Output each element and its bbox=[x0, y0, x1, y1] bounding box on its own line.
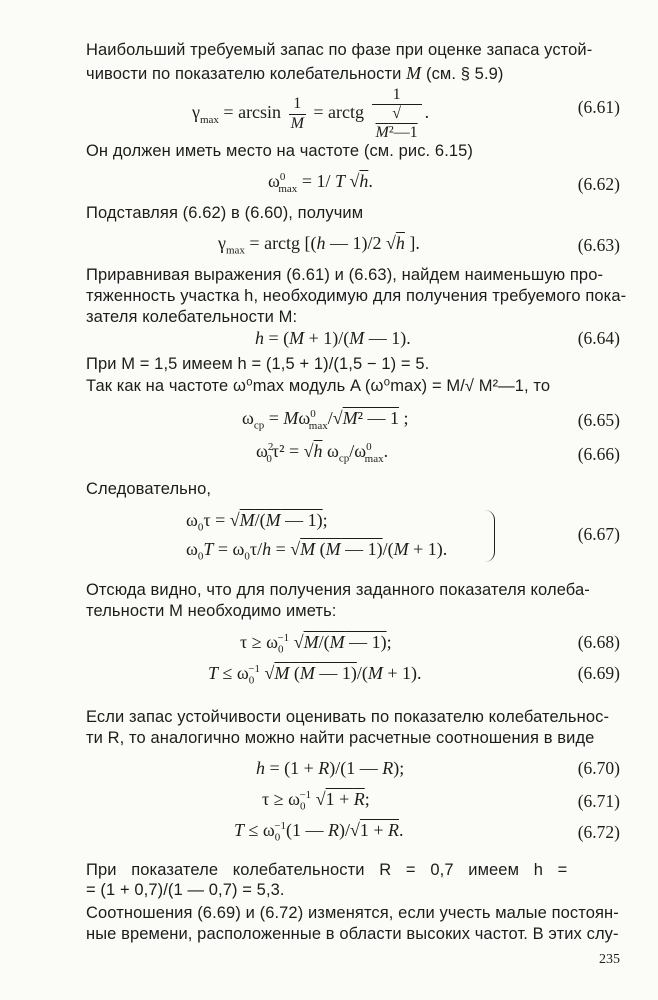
text-line bbox=[86, 601, 336, 622]
text-line: Соотношения (6.69) и (6.72) изменятся, если учесть малые постоян- bbox=[86, 904, 619, 922]
equation-number: (6.70) bbox=[577, 758, 620, 778]
text-line: ти R, то аналогично можно найти расчетные соотношения в виде bbox=[86, 729, 595, 747]
equation-number: (6.71) bbox=[577, 791, 620, 811]
text-line: Если запас устойчивости оценивать по показателю колебательнос- bbox=[86, 708, 610, 726]
equation-number: (6.61) bbox=[577, 97, 620, 117]
equation-number: (6.62) bbox=[577, 174, 620, 194]
equation-number: (6.63) bbox=[577, 235, 620, 255]
text-span: (см. § 5.9) bbox=[425, 65, 504, 83]
equation-6-61: $\gamma_{max} = \arcsin$ $\frac{1}{M}$ = arctg 1 √ M²—1 . bbox=[192, 86, 430, 141]
page-number: 235 bbox=[599, 952, 620, 967]
equation-number: (6.65) bbox=[577, 410, 620, 430]
equation-6-62: $\omega^0_{max} = 1/$ T √h. bbox=[268, 171, 373, 195]
equation-number: (6.66) bbox=[577, 444, 620, 464]
equation-6-63: $\gamma_{max}$ = arctg [(h — 1)/2 √h ]. bbox=[218, 233, 420, 257]
text-line: Следовательно, bbox=[86, 480, 212, 498]
equation-6-65: $\omega_{ср} = M\omega^0_{max}/√M^2$ — 1 ; bbox=[242, 408, 409, 432]
equation-number: (6.64) bbox=[577, 328, 620, 348]
right-brace bbox=[484, 510, 495, 562]
text-line: Отсюда видно, что для получения заданного показателя колеба- bbox=[86, 581, 590, 599]
text-line: ные времени, расположенные в области высоких частот. В этих слу- bbox=[86, 925, 619, 943]
text-line: При M = 1,5 имеем h = (1,5 + 1)/(1,5 − 1) = 5. bbox=[86, 355, 430, 373]
equation-6-66: $\omega^2_0\tau^2 = √h$ $\omega_{ср}/\omega^0_{max}$. bbox=[256, 441, 389, 465]
text-line: Наибольший требуемый запас по фазе при оценке запаса устой- bbox=[86, 41, 593, 59]
equation-6-72: $T \le \omega_0^{-1}(1$ — R)/√1 + R. bbox=[234, 820, 404, 844]
text-line: Приравнивая выражения (6.61) и (6.63), найдем наименьшую про- bbox=[86, 266, 604, 284]
equation-6-67b: $\omega_0T = \omega_0\tau/h = √M$ (M — 1)/(M + 1). bbox=[186, 539, 448, 563]
text-span: чивости по показателю колебательности bbox=[86, 65, 402, 83]
text-line: Подставляя (6.62) в (6.60), получим bbox=[86, 204, 364, 222]
text-span: тельности M необходимо иметь: bbox=[86, 602, 337, 620]
text-line: чивости по показателю колебательности M (см. § 5.9) bbox=[86, 63, 504, 83]
text-line: = (1 + 0,7)/(1 — 0,7) = 5,3. bbox=[86, 881, 285, 899]
equation-6-69: $T \le \omega_0^{-1}$ √M (M — 1)/(M + 1). bbox=[208, 663, 422, 687]
equation-6-64: h = (M + 1)/(M — 1). bbox=[255, 328, 411, 348]
text-line: зателя колебательности M: bbox=[86, 308, 298, 326]
equation-6-68: $\tau \ge \omega_0^{-1}$ √M/(M — 1); bbox=[240, 632, 392, 656]
text-line: При показателе колебательности R = 0,7 имеем h = bbox=[86, 861, 568, 879]
equation-6-70: h = (1 + R)/(1 — R); bbox=[256, 758, 405, 778]
equation-number: (6.69) bbox=[577, 663, 620, 683]
equation-number: (6.68) bbox=[577, 632, 620, 652]
equation-6-67a: $\omega_0\tau = √M/(M$ — 1); bbox=[186, 510, 328, 534]
equation-number: (6.72) bbox=[577, 822, 620, 842]
text-line: Так как на частоте ω⁰max модуль A (ω⁰max) = M/√ M²—1, то bbox=[86, 377, 551, 395]
equation-6-71: $\tau \ge \omega_0^{-1}$ √1 + R; bbox=[262, 789, 370, 813]
text-line: тяженность участка h, необходимую для получения требуемого пока- bbox=[86, 287, 627, 305]
equation-number: (6.67) bbox=[577, 524, 620, 544]
text-line: Он должен иметь место на частоте (см. рис. 6.15) bbox=[86, 142, 474, 160]
